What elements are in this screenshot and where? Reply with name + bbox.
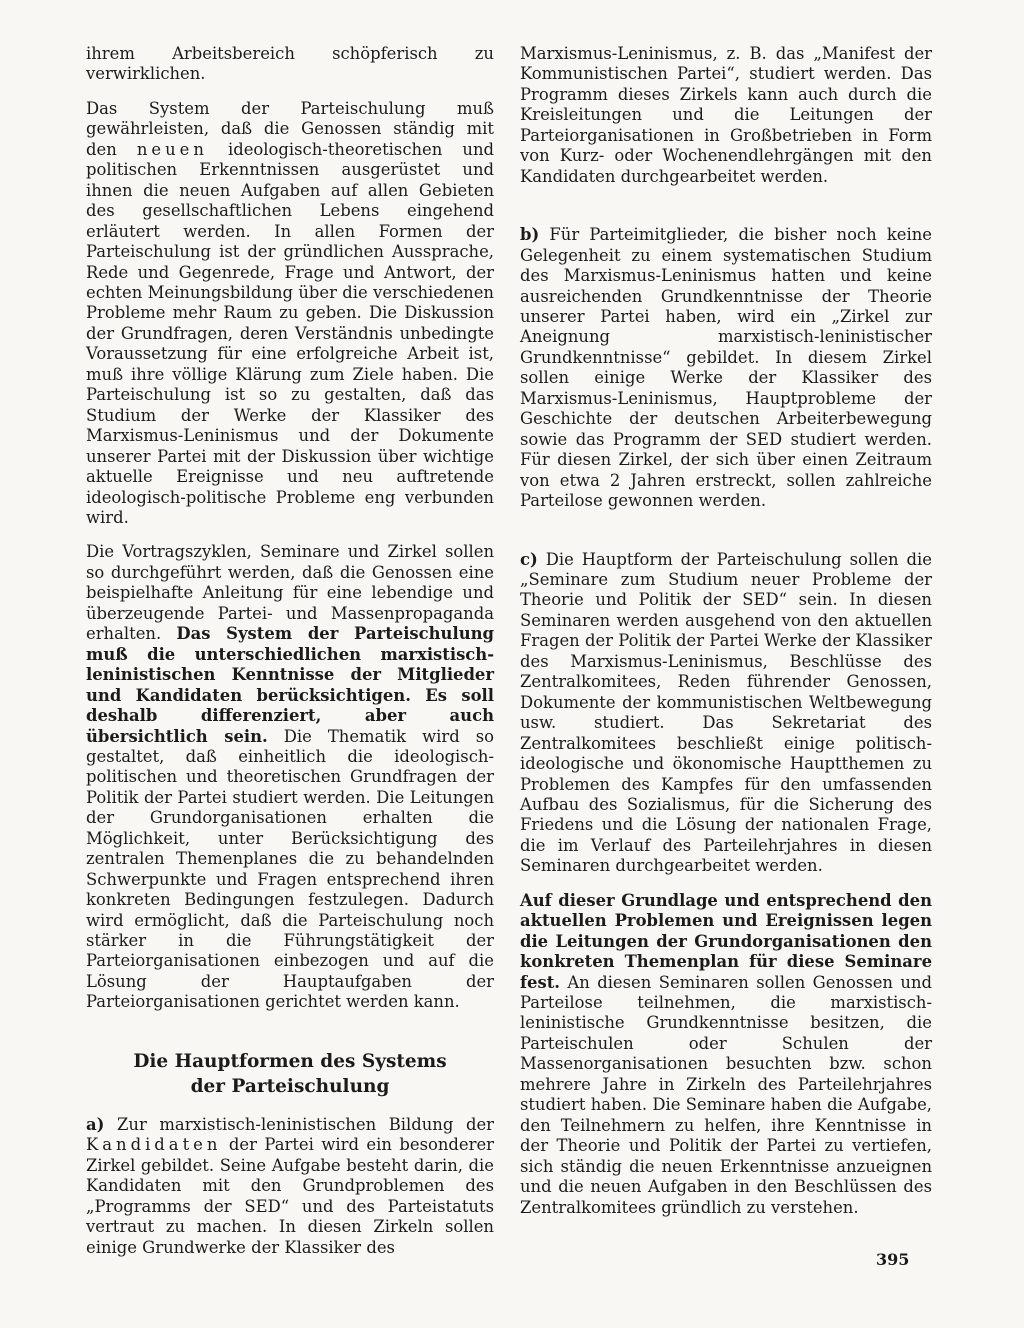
text: ideologisch-theoretischen und politischen Erkenntnissen ausgerüstet und ihnen die neuen Aufgaben auf allen Gebieten des gesellschaftlichen Lebens eingehend erläutert werden. In allen Formen der Parteischulung ist der gründlichen Aussprache, Rede und Gegenrede, Frage und Antwort, der echten Meinungsbildung über die verschiedenen Probleme mehr Raum zu geben. Die Diskussion der Grundfragen, deren Verständnis unbedingte Voraussetzung für eine erfolgreiche Arbeit ist, muß ihre völlige Klärung zum Ziele haben. Die Parteischulung ist so zu gestalten, daß das Studium der Werke der Klassiker des Marxismus-Leninismus und der Dokumente unserer Partei mit der Diskussion über wichtige aktuelle Ereignisse und neu auftretende ideologisch-politische Probleme eng verbunden wird. (86, 139, 494, 527)
paragraph-grundlage (520, 891, 932, 1218)
left-column (86, 44, 494, 1258)
paragraph-a-kandidaten (86, 1115, 494, 1258)
paragraph-vortragszyklen (86, 542, 494, 1012)
text: Die Vortragszyklen, Seminare und Zirkel sollen so durchgeführt werden, daß die Genossen eine beispielhafte Anleitung für eine lebendige und überzeugende Partei- und Massenpropaganda erhalten. (86, 542, 494, 644)
text: An diesen Seminaren sollen Genossen und Parteilose teilnehmen, die marxistisch-leninistische Grundkenntnisse besitzen, die Parteischulen oder Schulen der Massenorganisationen besuchten bzw. schon mehrere Jahre in Zirkeln des Parteilehrjahres studiert haben. Die Seminare haben die Aufgabe, den Teilnehmern zu helfen, ihre Kenntnisse in der Theorie und Politik der Partei zu vertiefen, sich ständig die neuen Erkenntnisse anzueignen und die neuen Aufgaben in den Beschlüssen des Zentralkomitees gründlich zu verstehen. (520, 972, 932, 1217)
text: der Partei wird ein besonderer Zirkel gebildet. Seine Aufgabe besteht darin, die Kandidaten mit den Grundproblemen des „Programms der SED“ und des Parteistatuts vertraut zu machen. In diesen Zirkeln sollen einige Grundwerke der Klassiker des (86, 1135, 494, 1257)
bold-text: Das System der Parteischulung muß die unterschiedlichen marxistisch-leninistischen Kenntnisse der Mitglieder und Kandidaten berücksichtigen. Es soll deshalb differenziert, aber auch übersichtlich sein. (86, 624, 494, 746)
section-heading (86, 1049, 494, 1099)
text: Für Parteimitglieder, die bisher noch keine Gelegenheit zu einem systematischen Studium des Marxismus-Leninismus hatten und keine ausreichenden Grundkenntnisse der Theorie unserer Partei haben, wird ein „Zirkel zur Aneignung marxistisch-leninistischer Grundkenntnisse“ gebildet. In diesem Zirkel sollen einige Werke der Klassiker des Marxismus-Leninismus, Hauptprobleme der Geschichte der deutschen Arbeiterbewegung sowie das Programm der SED studiert werden. Für diesen Zirkel, der sich über einen Zeitraum von etwa 2 Jahren erstreckt, sollen zahlreiche Parteilose gewonnen werden. (520, 225, 932, 511)
text: Das System der Parteischulung muß gewährleisten, daß die Genossen ständig mit den (86, 98, 494, 159)
right-column (520, 44, 932, 1218)
paragraph-c-hauptform (520, 550, 932, 877)
paragraph-system-parteischulung (86, 99, 494, 529)
heading-line-2: der Parteischulung (190, 1075, 390, 1097)
item-label: a) (86, 1114, 105, 1134)
paragraph-b-parteimitglieder (520, 225, 932, 511)
paragraph-continued: Marxismus-Leninismus, z. B. das „Manifest der Kommunistischen Partei“, studiert werden. Das Programm dieses Zirkels kann auch durch die Kreisleitungen und die Leitungen der Parteiorganisationen in Großbetrieben in Form von Kurz- oder Wochenendlehrgängen mit den Kandidaten durchgearbeitet werden. (520, 44, 932, 186)
text: Die Thematik wird so gestaltet, daß einheitlich die ideologisch-politischen und theoretischen Grundfragen der Politik der Partei studiert werden. Die Leitungen der Grundorganisationen erhalten die Möglichkeit, unter Berücksichtigung des zentralen Themenplanes die zu behandelnden Schwerpunkte und Fragen entsprechend ihren konkreten Bedingungen festzulegen. Dadurch wird ermöglicht, daß die Parteischulung noch stärker in die Führungstätigkeit der Parteiorganisationen einbezogen und auf die Lösung der Hauptaufgaben der Parteiorganisationen gerichtet werden kann. (86, 726, 494, 1012)
text: Die Hauptform der Parteischulung sollen die „Seminare zum Studium neuer Probleme der Theorie und Politik der SED“ sein. In diesen Seminaren werden ausgehend von den aktuellen Fragen der Politik der Partei Werke der Klassiker des Marxismus-Leninismus, Beschlüsse des Zentralkomitees, Reden führender Genossen, Dokumente der kommunistischen Weltbewegung usw. studiert. Das Sekretariat des Zentralkomitees beschließt einige politisch-ideologische und ökonomische Hauptthemen zu Problemen des Kampfes für den umfassenden Aufbau des Sozialismus, für die Sicherung des Friedens und die Lösung der nationalen Frage, die im Verlauf des Parteilehrjahres in diesen Seminaren durchgearbeitet werden. (520, 549, 932, 876)
page-number: 395 (876, 1250, 910, 1269)
spaced-word: Kandidaten (86, 1135, 222, 1155)
bold-text: Auf dieser Grundlage und entsprechend den aktuellen Problemen und Ereignissen legen die Leitungen der Grundorganisationen den konkreten Themenplan für diese Seminare fest. (520, 890, 932, 992)
paragraph-continued: ihrem Arbeitsbereich schöpferisch zu verwirklichen. (86, 44, 494, 84)
spaced-word: neuen (136, 139, 208, 159)
item-label: b) (520, 225, 540, 245)
text: Zur marxistisch-leninistischen Bildung der (104, 1114, 494, 1134)
item-label: c) (520, 549, 538, 569)
heading-line-1: Die Hauptformen des Systems (133, 1050, 447, 1072)
